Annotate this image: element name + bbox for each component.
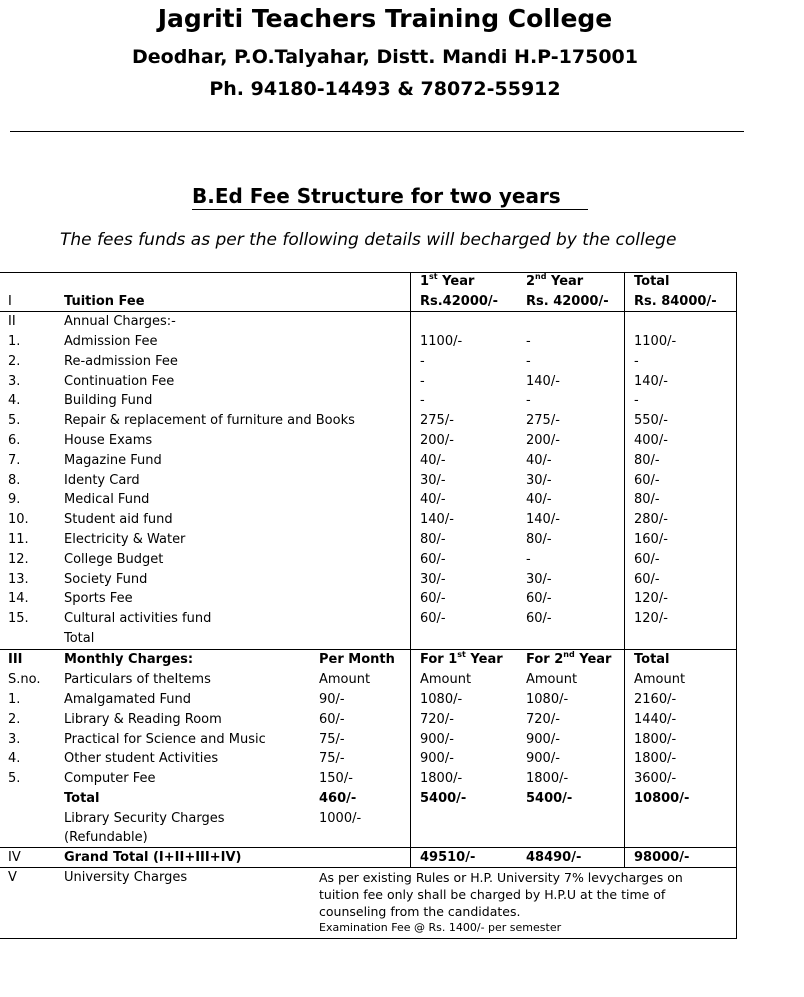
annual-row-label: Society Fund xyxy=(64,571,148,587)
annual-row-y2: 40/- xyxy=(526,452,552,468)
university-label: University Charges xyxy=(64,870,188,885)
col-head-year2: 2nd Year xyxy=(526,272,584,289)
annual-row-y2: 80/- xyxy=(526,532,552,547)
col-head-year1: 1st Year xyxy=(420,272,475,289)
annual-row-y2: 30/- xyxy=(526,571,552,587)
monthly-row-pm: 150/- xyxy=(319,771,353,787)
monthly-row-y2: 1080/- xyxy=(526,692,569,707)
annual-row-y2: 140/- xyxy=(526,373,560,389)
monthly-row-pm: 90/- xyxy=(319,692,345,707)
monthly-row-no: 1. xyxy=(8,692,21,707)
monthly-sub-label: Particulars of theItems xyxy=(64,672,211,687)
monthly-total-label: Total xyxy=(64,791,100,806)
annual-row-label: Sports Fee xyxy=(64,591,133,607)
annual-row-no: 12. xyxy=(8,551,29,567)
annual-row-label: Student aid fund xyxy=(64,512,173,528)
annual-row-no: 7. xyxy=(8,452,21,468)
annual-row-y1: 30/- xyxy=(420,571,446,587)
annual-row-y2: 60/- xyxy=(526,611,552,627)
annual-row-y1: 60/- xyxy=(420,551,446,567)
annual-total-label: Total xyxy=(64,631,95,646)
monthly-total-y1: 5400/- xyxy=(420,791,467,806)
annual-row-label: House Exams xyxy=(64,433,153,448)
university-note-3: counseling from the candidates. xyxy=(319,904,521,919)
monthly-sub-y2: Amount xyxy=(526,672,578,687)
annual-row-total: 60/- xyxy=(634,571,660,587)
document-title: B.Ed Fee Structure for two years xyxy=(192,184,588,210)
col-divider-total xyxy=(624,272,625,868)
tuition-no: I xyxy=(8,294,12,309)
annual-row-total: 400/- xyxy=(634,433,668,448)
col-divider-year1 xyxy=(410,272,411,868)
college-phone: Ph. 94180-14493 & 78072-55912 xyxy=(209,78,561,100)
annual-row-y2: 275/- xyxy=(526,413,560,429)
col-head-total: Total xyxy=(634,274,670,289)
monthly-row-total: 2160/- xyxy=(634,692,677,707)
annual-row-no: 13. xyxy=(8,571,29,587)
monthly-row-label: Library & Reading Room xyxy=(64,711,222,727)
annual-row-total: 1100/- xyxy=(634,334,677,349)
annual-row-total: 80/- xyxy=(634,492,660,508)
monthly-total-total: 10800/- xyxy=(634,791,690,806)
security-label-1: Library Security Charges xyxy=(64,811,225,826)
annual-row-no: 11. xyxy=(8,532,29,547)
monthly-row-total: 1440/- xyxy=(634,711,677,727)
annual-row-y2: - xyxy=(526,334,531,349)
annual-row-no: 9. xyxy=(8,492,21,508)
annual-row-y1: 40/- xyxy=(420,492,446,508)
annual-row-y2: - xyxy=(526,393,531,409)
monthly-row-total: 3600/- xyxy=(634,771,677,787)
annual-row-no: 3. xyxy=(8,373,21,389)
monthly-row-y1: 720/- xyxy=(420,711,454,727)
university-note-1: As per existing Rules or H.P. University 7% levycharges on xyxy=(319,870,683,885)
tuition-total: Rs. 84000/- xyxy=(634,294,717,309)
tuition-y2: Rs. 42000/- xyxy=(526,294,609,309)
annual-row-total: 60/- xyxy=(634,472,660,488)
annual-row-y1: 60/- xyxy=(420,611,446,627)
monthly-row-label: Other student Activities xyxy=(64,751,219,767)
annual-row-no: 6. xyxy=(8,433,21,448)
monthly-row-y2: 720/- xyxy=(526,711,560,727)
annual-row-total: 160/- xyxy=(634,532,668,547)
annual-label: Annual Charges:- xyxy=(64,314,176,329)
annual-row-total: 140/- xyxy=(634,373,668,389)
monthly-row-total: 1800/- xyxy=(634,751,677,767)
annual-row-label: Magazine Fund xyxy=(64,452,162,468)
annual-row-total: 550/- xyxy=(634,413,668,429)
header-divider xyxy=(10,131,744,132)
annual-row-y1: 140/- xyxy=(420,512,454,528)
table-top-border xyxy=(0,272,736,273)
annual-no: II xyxy=(8,314,16,329)
annual-row-y2: - xyxy=(526,551,531,567)
monthly-row-no: 5. xyxy=(8,771,21,787)
monthly-row-total: 1800/- xyxy=(634,731,677,747)
annual-row-label: Medical Fund xyxy=(64,492,150,508)
monthly-total-pm: 460/- xyxy=(319,791,357,806)
annual-row-no: 4. xyxy=(8,393,21,409)
annual-row-y1: 1100/- xyxy=(420,334,463,349)
grand-total-total: 98000/- xyxy=(634,850,690,865)
grand-total-no: IV xyxy=(8,850,21,865)
annual-row-total: 280/- xyxy=(634,512,668,528)
monthly-row-y2: 900/- xyxy=(526,731,560,747)
monthly-row-label: Practical for Science and Music xyxy=(64,731,266,747)
annual-row-y1: 200/- xyxy=(420,433,454,448)
tuition-label: Tuition Fee xyxy=(64,294,145,309)
annual-row-y1: 275/- xyxy=(420,413,454,429)
monthly-sub-total: Amount xyxy=(634,672,686,687)
annual-row-label: Repair & replacement of furniture and Books xyxy=(64,413,355,429)
annual-row-no: 1. xyxy=(8,334,21,349)
grand-total-y2: 48490/- xyxy=(526,850,582,865)
monthly-row-pm: 60/- xyxy=(319,711,345,727)
table-line-monthly xyxy=(0,649,736,650)
monthly-sub-pm: Amount xyxy=(319,672,371,687)
table-line-annual xyxy=(0,311,736,312)
annual-row-no: 8. xyxy=(8,472,21,488)
annual-row-label: Cultural activities fund xyxy=(64,611,212,627)
annual-row-total: 60/- xyxy=(634,551,660,567)
university-no: V xyxy=(8,870,17,885)
security-label-2: (Refundable) xyxy=(64,830,148,845)
grand-total-label: Grand Total (I+II+III+IV) xyxy=(64,850,242,865)
monthly-total-y2: 5400/- xyxy=(526,791,573,806)
document-subtitle: The fees funds as per the following details will becharged by the college xyxy=(60,230,677,250)
monthly-row-y1: 1800/- xyxy=(420,771,463,787)
monthly-for-2nd: For 2nd Year xyxy=(526,650,612,667)
monthly-row-pm: 75/- xyxy=(319,731,345,747)
annual-row-no: 5. xyxy=(8,413,21,429)
annual-row-label: Continuation Fee xyxy=(64,373,175,389)
annual-row-label: Identy Card xyxy=(64,472,140,488)
monthly-total: Total xyxy=(634,652,670,667)
annual-row-y2: 30/- xyxy=(526,472,552,488)
exam-fee-note: Examination Fee @ Rs. 1400/- per semester xyxy=(319,921,562,934)
annual-row-y1: 60/- xyxy=(420,591,446,607)
monthly-per-month: Per Month xyxy=(319,652,395,667)
table-bottom-border xyxy=(0,938,736,939)
grand-total-y1: 49510/- xyxy=(420,850,476,865)
monthly-row-pm: 75/- xyxy=(319,751,345,767)
annual-row-y2: 40/- xyxy=(526,492,552,508)
annual-row-total: 80/- xyxy=(634,452,660,468)
monthly-row-y1: 900/- xyxy=(420,751,454,767)
annual-row-y2: 60/- xyxy=(526,591,552,607)
annual-row-y1: 40/- xyxy=(420,452,446,468)
monthly-row-label: Amalgamated Fund xyxy=(64,692,191,707)
annual-row-no: 2. xyxy=(8,353,21,369)
college-name: Jagriti Teachers Training College xyxy=(157,4,613,33)
annual-row-y1: - xyxy=(420,373,425,389)
monthly-sub-no: S.no. xyxy=(8,672,41,687)
annual-row-y1: 80/- xyxy=(420,532,446,547)
annual-row-total: 120/- xyxy=(634,611,668,627)
table-line-university xyxy=(0,867,736,868)
monthly-no: III xyxy=(8,652,23,667)
monthly-row-y2: 1800/- xyxy=(526,771,569,787)
annual-row-no: 15. xyxy=(8,611,29,627)
annual-row-label: College Budget xyxy=(64,551,164,567)
monthly-sub-y1: Amount xyxy=(420,672,472,687)
annual-row-y1: 30/- xyxy=(420,472,446,488)
annual-row-total: 120/- xyxy=(634,591,668,607)
monthly-row-no: 3. xyxy=(8,731,21,747)
university-note-2: tuition fee only shall be charged by H.P.U at the time of xyxy=(319,887,666,902)
annual-row-y1: - xyxy=(420,393,425,409)
annual-row-y2: - xyxy=(526,353,531,369)
monthly-row-no: 4. xyxy=(8,751,21,767)
annual-row-label: Re-admission Fee xyxy=(64,353,178,369)
monthly-row-y1: 1080/- xyxy=(420,692,463,707)
annual-row-total: - xyxy=(634,353,639,369)
annual-row-y2: 200/- xyxy=(526,433,560,448)
right-border xyxy=(736,272,737,939)
annual-row-y2: 140/- xyxy=(526,512,560,528)
monthly-label: Monthly Charges: xyxy=(64,652,194,667)
monthly-row-label: Computer Fee xyxy=(64,771,156,787)
annual-row-label: Building Fund xyxy=(64,393,153,409)
annual-row-no: 14. xyxy=(8,591,29,607)
table-line-grandtotal xyxy=(0,847,736,848)
monthly-for-1st: For 1st Year xyxy=(420,650,503,667)
annual-row-label: Electricity & Water xyxy=(64,532,186,547)
annual-row-y1: - xyxy=(420,353,425,369)
monthly-row-y2: 900/- xyxy=(526,751,560,767)
security-pm: 1000/- xyxy=(319,811,362,826)
monthly-row-no: 2. xyxy=(8,711,21,727)
annual-row-label: Admission Fee xyxy=(64,334,158,349)
annual-row-total: - xyxy=(634,393,639,409)
annual-row-no: 10. xyxy=(8,512,29,528)
monthly-row-y1: 900/- xyxy=(420,731,454,747)
tuition-y1: Rs.42000/- xyxy=(420,294,499,309)
college-address: Deodhar, P.O.Talyahar, Distt. Mandi H.P-175001 xyxy=(132,46,638,68)
